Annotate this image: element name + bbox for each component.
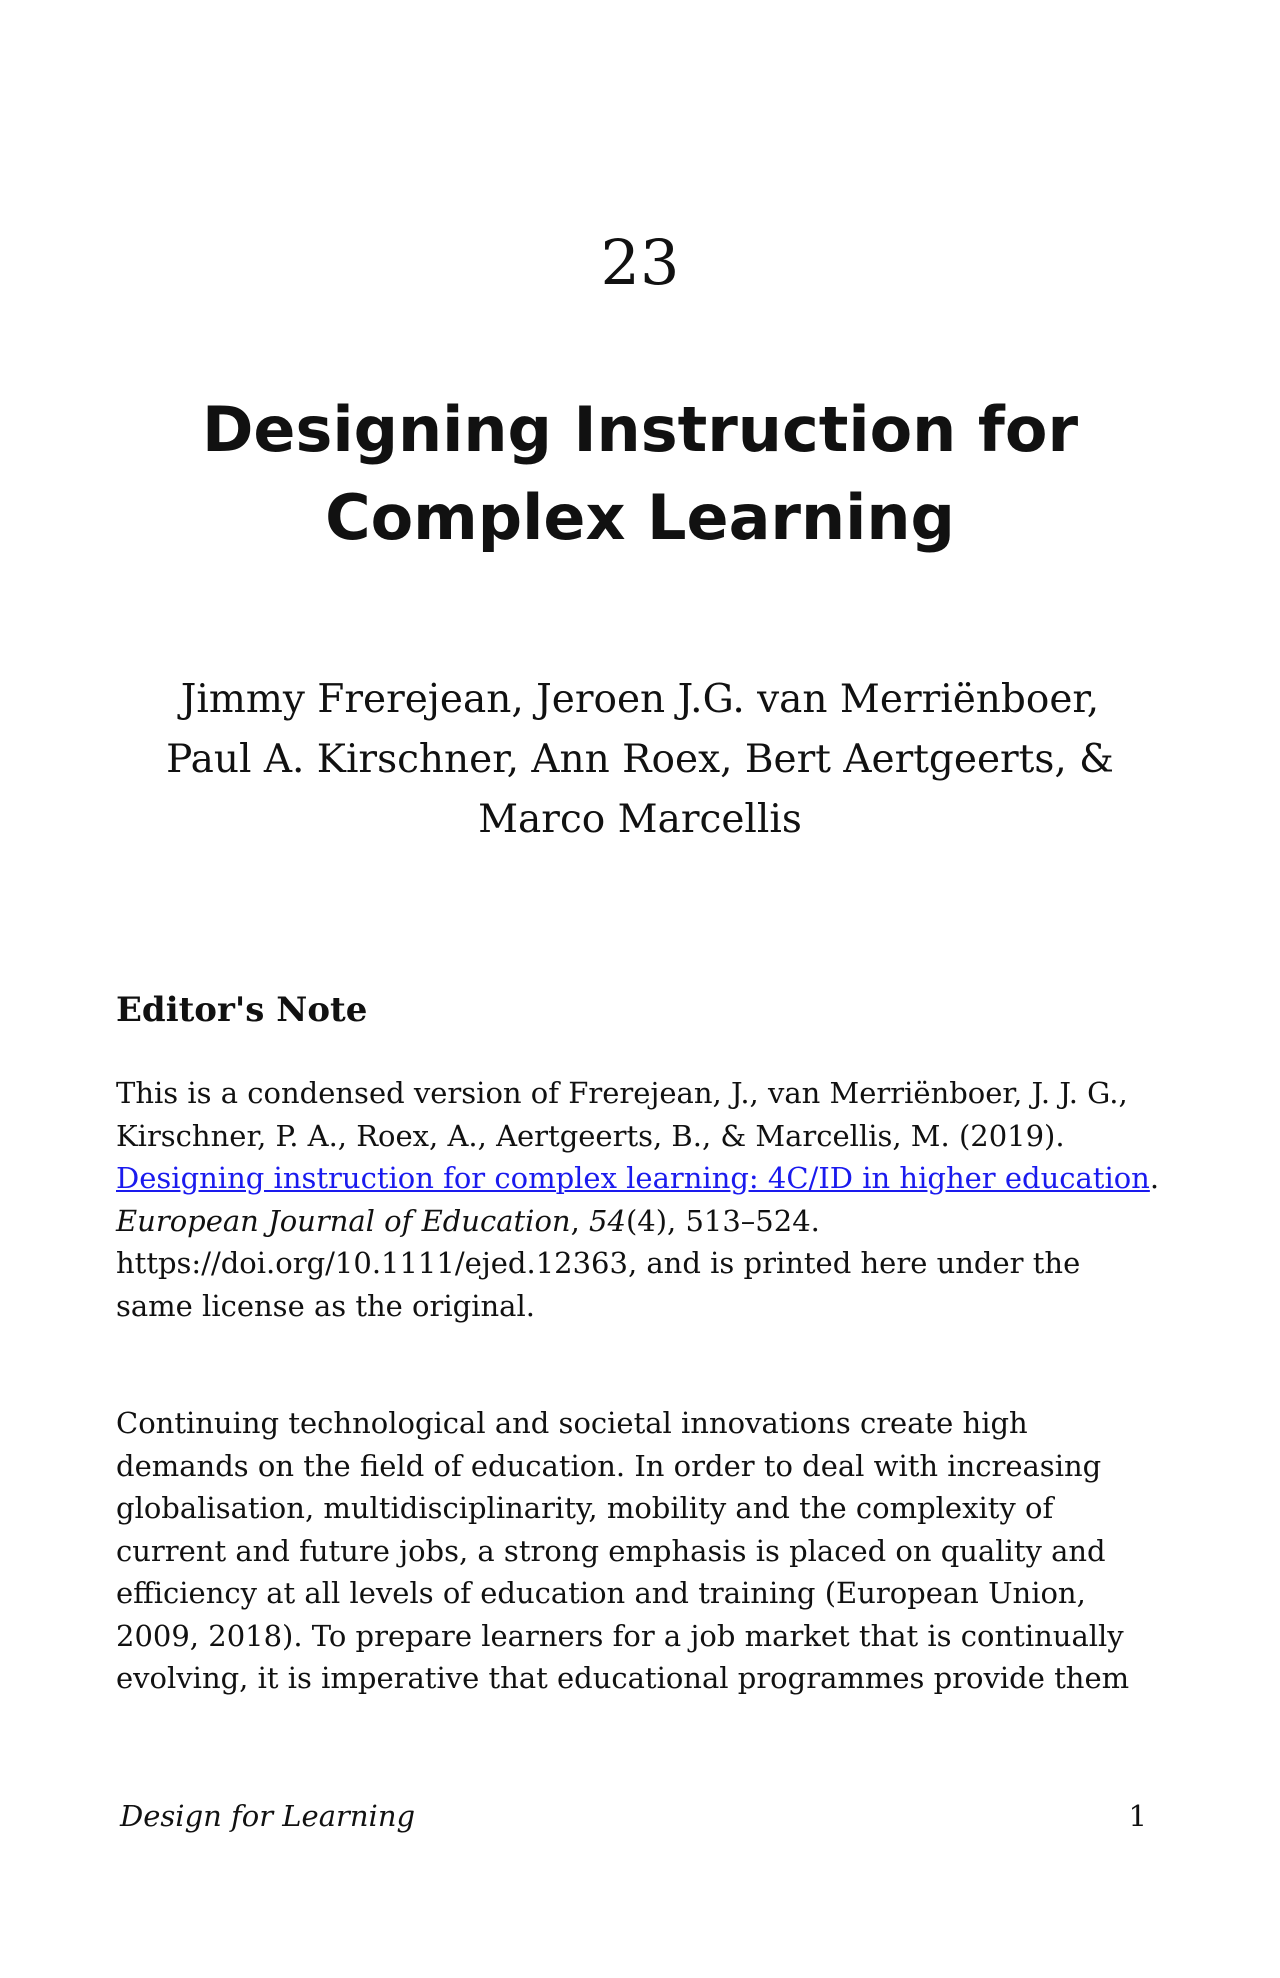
journal-volume: 54 (589, 1203, 626, 1238)
editors-note-line: https://doi.org/10.1111/ejed.12363, and is printed here under the (116, 1246, 1081, 1280)
chapter-authors (100, 670, 1180, 850)
footer-book-title: Design for Learning (120, 1799, 416, 1833)
authors-line: Jimmy Frerejean, Jeroen J.G. van Merriënboer, (180, 677, 1100, 722)
editors-note-text (116, 1072, 1176, 1327)
paragraph-line: globalisation, multidisciplinarity, mobility and the complexity of (116, 1491, 1054, 1525)
editors-note-heading: Editor's Note (116, 990, 368, 1030)
paragraph-line: Continuing technological and societal innovations create high (116, 1406, 1028, 1440)
chapter-number: 23 (600, 226, 680, 299)
chapter-title (120, 386, 1160, 562)
paragraph-line: evolving, it is imperative that educational programmes provide them (116, 1661, 1130, 1695)
editors-note-line: Kirschner, P. A., Roex, A., Aertgeerts, B., & Marcellis, M. (2019). (116, 1118, 1065, 1153)
editors-note-line (116, 1200, 1176, 1243)
link-suffix: . (1149, 1161, 1160, 1195)
article-link[interactable]: Designing instruction for complex learning: 4C/ID in higher education (116, 1161, 1150, 1195)
paragraph-line: efficiency at all levels of education and training (European Union, (116, 1576, 1086, 1610)
editors-note-line: same license as the original. (116, 1288, 535, 1323)
paragraph-line: current and future jobs, a strong emphasis is placed on quality and (116, 1533, 1106, 1568)
paragraph-line: 2009, 2018). To prepare learners for a job market that is continually (116, 1618, 1124, 1653)
chapter-title-line: Complex Learning (325, 481, 955, 554)
journal-name: European Journal of Education (116, 1203, 571, 1238)
authors-line: Paul A. Kirschner, Ann Roex, Bert Aertgeerts, & (166, 737, 1114, 782)
authors-line: Marco Marcellis (478, 797, 802, 842)
paragraph-line: demands on the field of education. In order to deal with increasing (116, 1448, 1102, 1483)
editors-note-line (116, 1157, 1176, 1200)
chapter-title-line: Designing Instruction for (201, 393, 1079, 466)
footer-page-number: 1 (1128, 1799, 1147, 1833)
journal-issue-pages: (4), 513–524. (625, 1203, 820, 1238)
journal-separator: , (570, 1203, 590, 1238)
body-paragraph (116, 1402, 1176, 1700)
editors-note-line: This is a condensed version of Frerejean, J., van Merriënboer, J. J. G., (116, 1076, 1128, 1110)
